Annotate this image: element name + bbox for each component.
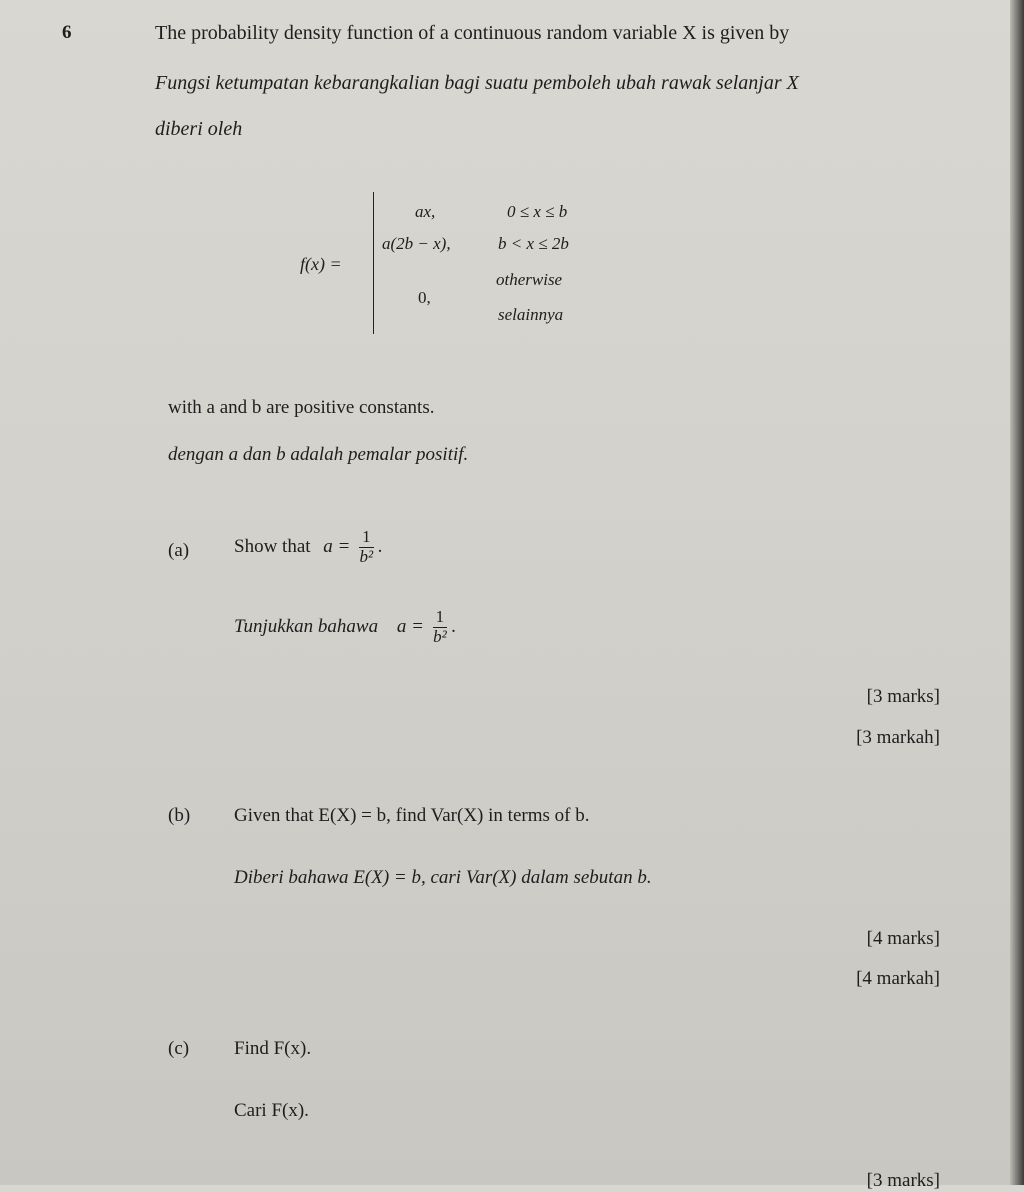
case-3-cond-malay: selainnya	[498, 305, 564, 324]
part-b-label: (b)	[168, 805, 191, 826]
constants-malay: dengan a dan b adalah pemalar positif.	[168, 444, 469, 465]
part-a-fraction-malay: $\frac{1}{\text{b²}}$	[433, 607, 447, 646]
part-a-math-lhs: a =	[323, 536, 351, 558]
part-c-malay: Cari F(x).	[234, 1100, 309, 1121]
constants-english: with a and b are positive constants.	[168, 397, 435, 418]
part-c-marks: [3 marks]	[866, 1170, 940, 1191]
part-a-label: (a)	[168, 540, 190, 561]
part-a-text: Show that	[234, 536, 311, 558]
part-c-label: (c)	[168, 1038, 190, 1059]
page-edge-shadow	[1010, 0, 1024, 1185]
case-2-expr: a(2b − x),	[382, 234, 451, 253]
case-brace	[373, 192, 384, 334]
part-b-markah: [4 markah]	[856, 968, 940, 989]
part-a-markah: [3 markah]	[856, 727, 940, 748]
case-2-cond: b < x ≤ 2b	[498, 234, 569, 253]
part-a-fraction: $\frac{1}{\text{b²}}$	[359, 527, 374, 566]
question-number: 6	[62, 22, 72, 43]
pdf-lhs: f(x) =	[300, 254, 342, 274]
case-1-cond: 0 ≤ x ≤ b	[507, 202, 568, 221]
part-b-marks: [4 marks]	[866, 928, 940, 949]
part-a-english: Show that a = $\frac{1}{\text{b²}}$ .	[234, 527, 383, 566]
intro-malay-line1: Fungsi ketumpatan kebarangkalian bagi suatu pemboleh ubah rawak selanjar X	[155, 72, 799, 94]
case-3-cond: otherwise	[496, 270, 563, 289]
part-a-marks: [3 marks]	[866, 686, 940, 707]
part-a-malay: Tunjukkan bahawa a = $\frac{1}{\text{b²}}$ .	[234, 607, 456, 646]
part-c-english: Find F(x).	[234, 1038, 312, 1059]
part-a-text-malay: Tunjukkan bahawa	[234, 616, 379, 638]
part-b-english: Given that E(X) = b, find Var(X) in terms of b.	[234, 805, 590, 826]
intro-malay-line2: diberi oleh	[155, 118, 243, 140]
case-3-expr: 0,	[418, 288, 431, 307]
intro-english: The probability density function of a continuous random variable X is given by	[155, 22, 790, 44]
part-a-math-lhs-malay: a =	[396, 616, 424, 638]
case-1-expr: ax,	[415, 202, 436, 221]
part-b-malay: Diberi bahawa E(X) = b, cari Var(X) dalam sebutan b.	[234, 867, 652, 888]
